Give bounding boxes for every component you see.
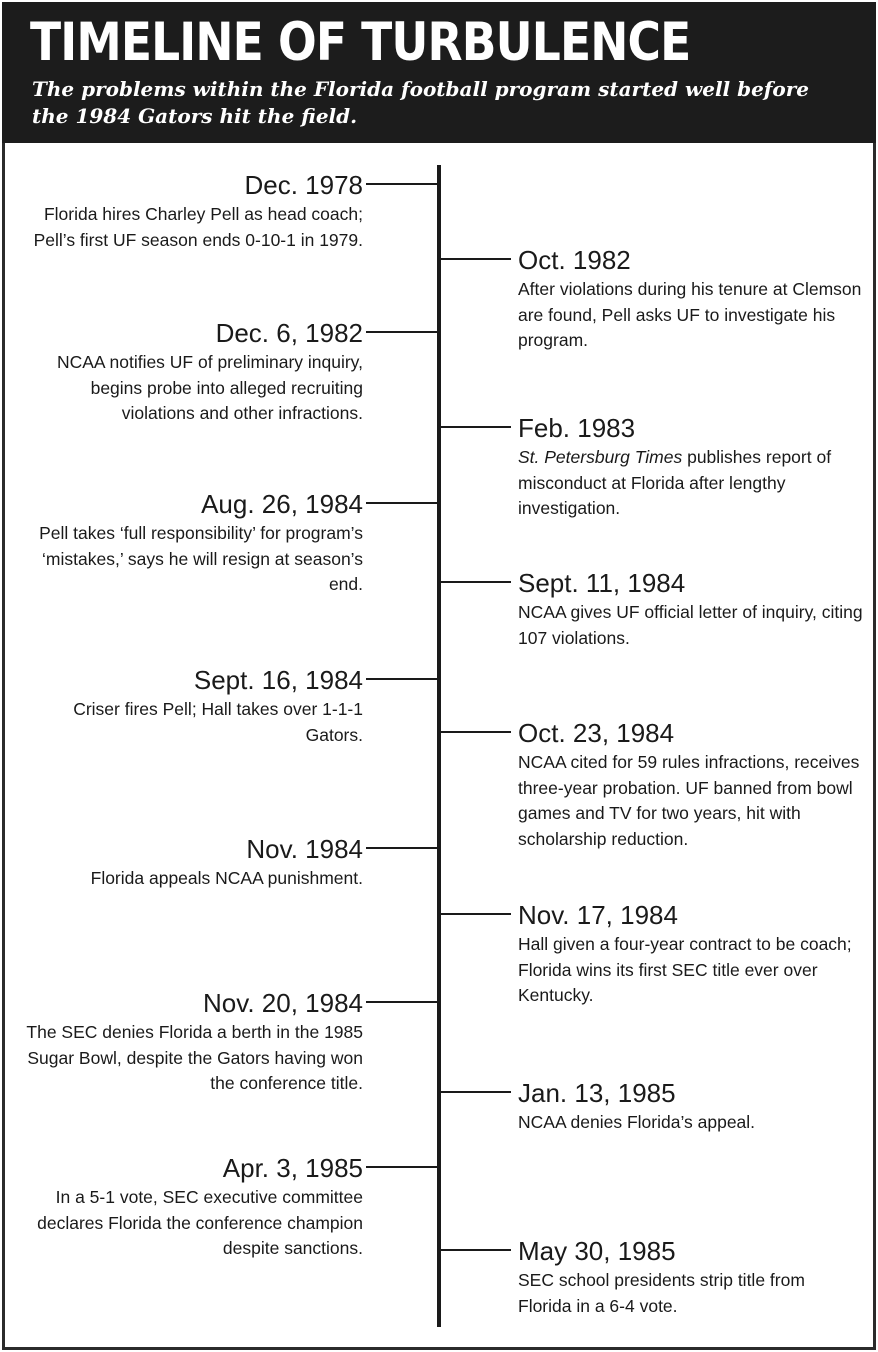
header-banner — [2, 2, 876, 143]
entry-date: Aug. 26, 1984 — [201, 489, 363, 519]
timeline-entry-dec-6-1982 — [18, 318, 363, 427]
entry-date: Oct. 1982 — [518, 245, 631, 275]
entry-date: Sept. 11, 1984 — [518, 568, 686, 598]
timeline-entry-apr-3-1985 — [18, 1153, 363, 1262]
timeline-entry-oct-1982 — [518, 245, 863, 354]
entry-description — [518, 445, 863, 522]
timeline-connector — [441, 258, 511, 260]
timeline-connector — [366, 678, 437, 680]
timeline-entry-sept-16-1984 — [18, 665, 363, 748]
page-title: TIMELINE OF TURBULENCE — [30, 12, 691, 73]
publication-name: St. Petersburg Times — [518, 447, 683, 467]
entry-date: Nov. 1984 — [246, 834, 363, 864]
entry-description: SEC school presidents strip title from Florida in a 6-4 vote. — [518, 1270, 805, 1316]
timeline-connector — [441, 426, 511, 428]
entry-description: NCAA cited for 59 rules infractions, receives three-year probation. UF banned from bowl games and TV for two years, hit with scholarship reduction. — [518, 752, 860, 849]
timeline-entry-dec-1978 — [18, 170, 363, 253]
timeline-connector — [366, 502, 437, 504]
entry-date: Sept. 16, 1984 — [193, 665, 363, 695]
entry-date: Apr. 3, 1985 — [222, 1153, 363, 1183]
entry-description: After violations during his tenure at Clemson are found, Pell asks UF to investigate his program. — [518, 279, 862, 350]
timeline-connector — [366, 331, 437, 333]
entry-date: May 30, 1985 — [518, 1236, 676, 1266]
entry-description: Pell takes ‘full responsibility’ for program’s ‘mistakes,’ says he will resign at season’s end. — [39, 523, 363, 594]
entry-description: NCAA gives UF official letter of inquiry, citing 107 violations. — [518, 602, 863, 648]
entry-description: Florida hires Charley Pell as head coach; Pell’s first UF season ends 0-10-1 in 1979. — [33, 204, 363, 250]
timeline-connector — [441, 581, 511, 583]
entry-date: Dec. 6, 1982 — [215, 318, 363, 348]
timeline-connector — [441, 731, 511, 733]
entry-description: Hall given a four-year contract to be coach; Florida wins its first SEC title ever over Kentucky. — [518, 934, 852, 1005]
entry-description: Criser fires Pell; Hall takes over 1-1-1 Gators. — [73, 699, 363, 745]
entry-description: The SEC denies Florida a berth in the 1985 Sugar Bowl, despite the Gators having won the conference title. — [26, 1022, 363, 1093]
timeline-entry-aug-26-1984 — [18, 489, 363, 598]
entry-date: Nov. 17, 1984 — [518, 900, 678, 930]
timeline-connector — [366, 847, 437, 849]
timeline-connector — [366, 1166, 437, 1168]
timeline-entry-nov-17-1984 — [518, 900, 863, 1009]
page-subtitle: The problems within the Florida football program started well before the 1984 Gators hit the field. — [32, 77, 810, 128]
timeline-entry-nov-1984 — [18, 834, 363, 892]
entry-date: Oct. 23, 1984 — [518, 718, 675, 748]
entry-date: Jan. 13, 1985 — [518, 1078, 676, 1108]
timeline-entry-may-30-1985 — [518, 1236, 863, 1319]
timeline-connector — [441, 913, 511, 915]
entry-date: Dec. 1978 — [244, 170, 363, 200]
timeline-entry-nov-20-1984 — [18, 988, 363, 1097]
timeline-entry-sept-11-1984 — [518, 568, 863, 651]
entry-description: Florida appeals NCAA punishment. — [90, 868, 363, 888]
entry-date: Nov. 20, 1984 — [203, 988, 363, 1018]
timeline-spine — [437, 165, 441, 1327]
entry-description: NCAA denies Florida’s appeal. — [518, 1112, 756, 1132]
timeline-entry-oct-23-1984 — [518, 718, 863, 852]
entry-description: NCAA notifies UF of preliminary inquiry, begins probe into alleged recruiting violations and other infractions. — [56, 352, 363, 423]
timeline-connector — [441, 1249, 511, 1251]
entry-date: Feb. 1983 — [518, 413, 636, 443]
entry-description-text: publishes report of misconduct at Florida after lengthy investigation. — [518, 447, 832, 518]
timeline-entry-feb-1983 — [518, 413, 863, 522]
timeline-connector — [441, 1091, 511, 1093]
entry-description: In a 5-1 vote, SEC executive committee declares Florida the conference champion despite sanctions. — [37, 1187, 363, 1258]
timeline-entry-jan-13-1985 — [518, 1078, 863, 1136]
timeline-connector — [366, 183, 437, 185]
timeline-connector — [366, 1001, 437, 1003]
